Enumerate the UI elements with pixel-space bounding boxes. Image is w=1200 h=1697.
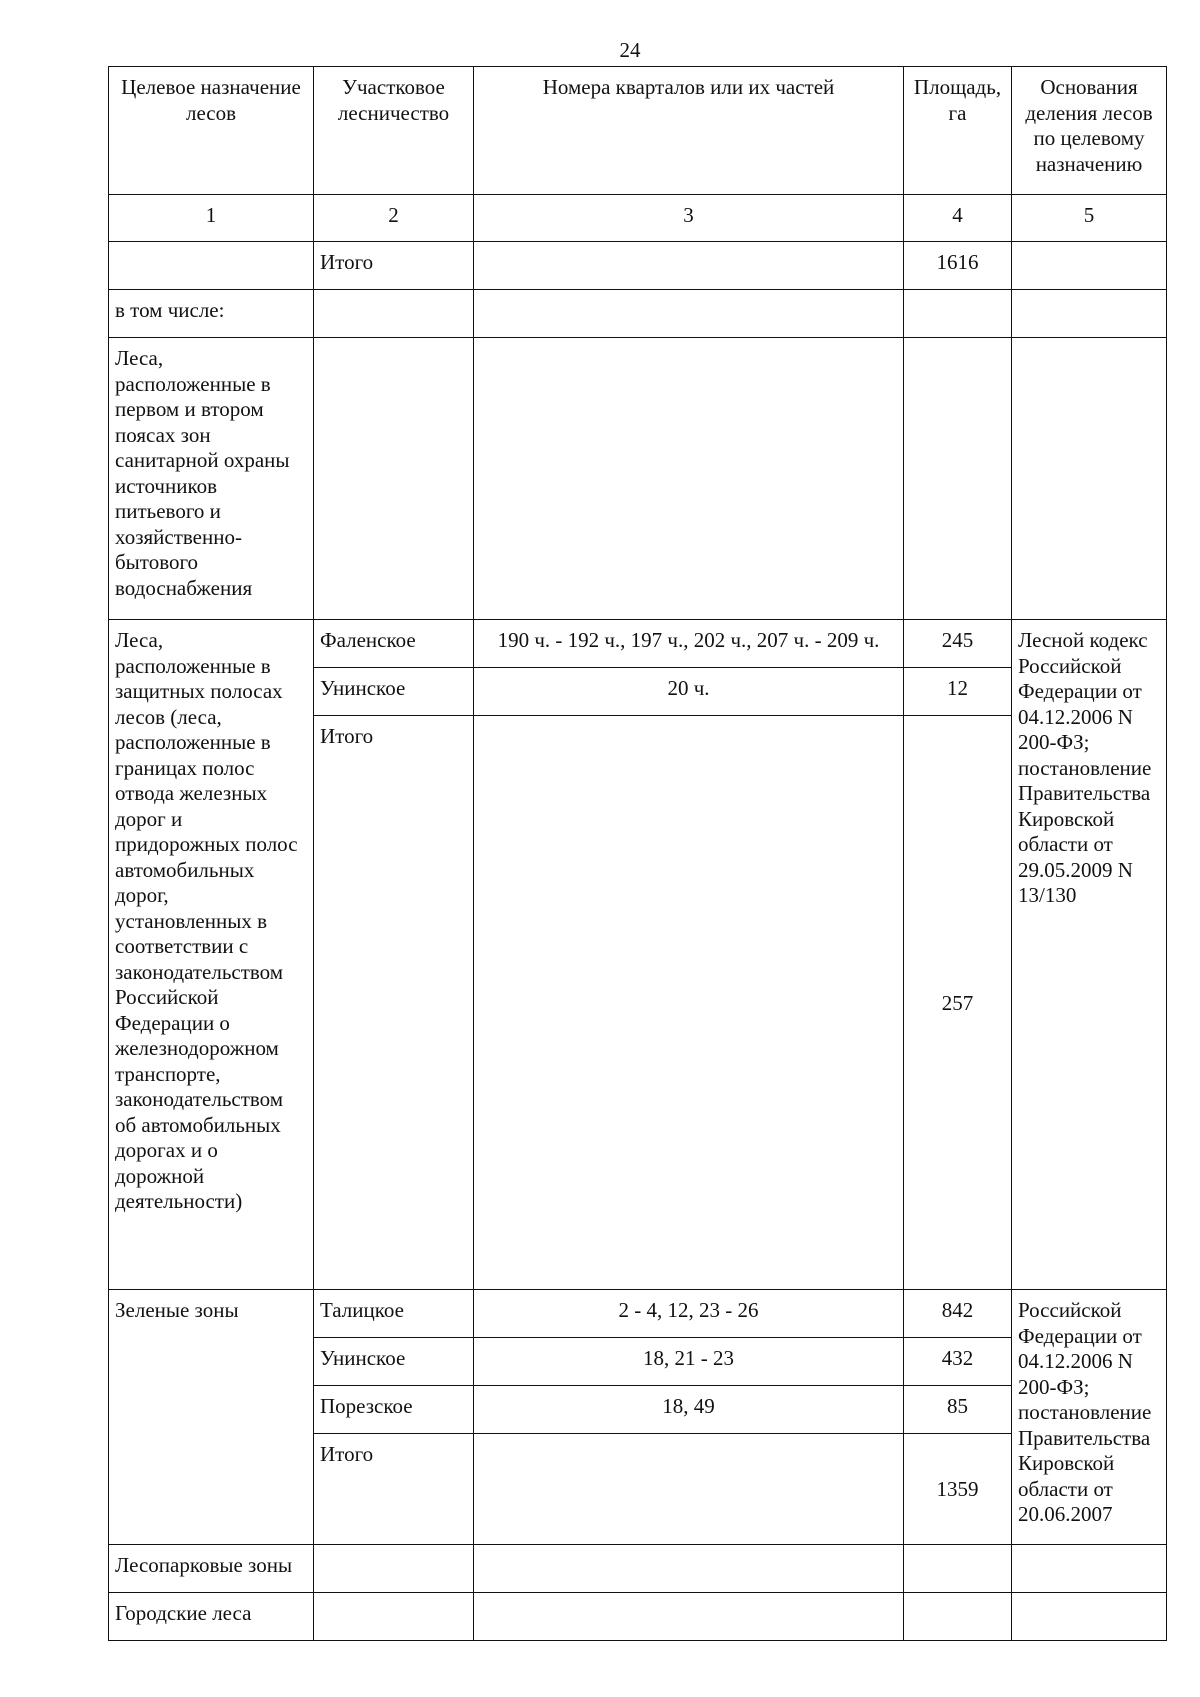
area-value: 842 xyxy=(904,1290,1012,1338)
forestry-name: Талицкое xyxy=(314,1290,474,1338)
empty-cell xyxy=(904,1545,1012,1593)
urban-forest-purpose: Городские леса xyxy=(109,1593,314,1641)
area-value: 85 xyxy=(904,1386,1012,1434)
green-basis: Российской Федерации от 04.12.2006 N 200-ФЗ; постановление Правительства Кировской области от 20.06.2007 xyxy=(1012,1290,1167,1545)
forestry-name: Унинское xyxy=(314,1338,474,1386)
empty-cell xyxy=(474,716,904,1290)
page-number: 24 xyxy=(619,38,641,62)
protective-total-area: 257 xyxy=(904,716,1012,1290)
forest-park-row xyxy=(109,1545,1167,1593)
empty-cell xyxy=(314,1545,474,1593)
empty-cell xyxy=(904,1593,1012,1641)
protective-row xyxy=(109,620,1167,668)
sanitary-zone-row xyxy=(109,338,1167,620)
forest-park-purpose: Лесопарковые зоны xyxy=(109,1545,314,1593)
header-basis: Основания деления лесов по целевому назначению xyxy=(1012,67,1167,195)
empty-cell xyxy=(1012,290,1167,338)
empty-cell xyxy=(904,338,1012,620)
header-forestry: Участковое лесничество xyxy=(314,67,474,195)
column-number: 2 xyxy=(314,195,474,242)
quarter-numbers: 2 - 4, 12, 23 - 26 xyxy=(474,1290,904,1338)
green-purpose: Зеленые зоны xyxy=(109,1290,314,1545)
green-total-area: 1359 xyxy=(904,1434,1012,1545)
including-row xyxy=(109,290,1167,338)
quarter-numbers: 18, 49 xyxy=(474,1386,904,1434)
protective-total-label: Итого xyxy=(314,716,474,1290)
urban-forest-row xyxy=(109,1593,1167,1641)
quarter-numbers: 190 ч. - 192 ч., 197 ч., 202 ч., 207 ч. - 209 ч. xyxy=(474,620,904,668)
header-area: Площадь, га xyxy=(904,67,1012,195)
header-quarters: Номера кварталов или их частей xyxy=(474,67,904,195)
total-area: 1616 xyxy=(904,242,1012,290)
including-label: в том числе: xyxy=(109,290,314,338)
forest-purpose-table xyxy=(108,66,1167,1641)
empty-cell xyxy=(1012,242,1167,290)
green-total-label: Итого xyxy=(314,1434,474,1545)
column-number: 3 xyxy=(474,195,904,242)
column-number: 5 xyxy=(1012,195,1167,242)
green-zone-row xyxy=(109,1290,1167,1338)
empty-cell xyxy=(1012,1593,1167,1641)
empty-cell xyxy=(474,290,904,338)
empty-cell xyxy=(109,242,314,290)
empty-cell xyxy=(314,338,474,620)
forestry-name: Порезское xyxy=(314,1386,474,1434)
empty-cell xyxy=(1012,1545,1167,1593)
empty-cell xyxy=(474,1434,904,1545)
area-value: 432 xyxy=(904,1338,1012,1386)
total-row xyxy=(109,242,1167,290)
area-value: 245 xyxy=(904,620,1012,668)
empty-cell xyxy=(474,1545,904,1593)
empty-cell xyxy=(314,1593,474,1641)
empty-cell xyxy=(904,290,1012,338)
protective-purpose: Леса, расположенные в защитных полосах лесов (леса, расположенные в границах полос отвода железных дорог и придорожных полос автомобильных дорог, установленных в соответствии с законодательством Российской Федерации о железнодорожном транспорте, законодательством об автомобильных дорогах и о дорожной деятельности) xyxy=(109,620,314,1290)
quarter-numbers: 18, 21 - 23 xyxy=(474,1338,904,1386)
header-purpose: Целевое назначение лесов xyxy=(109,67,314,195)
header-row xyxy=(109,67,1167,195)
sanitary-purpose: Леса, расположенные в первом и втором поясах зон санитарной охраны источников питьевого и хозяйственно-бытового водоснабжения xyxy=(109,338,314,620)
empty-cell xyxy=(314,290,474,338)
area-value: 12 xyxy=(904,668,1012,716)
empty-cell xyxy=(474,242,904,290)
empty-cell xyxy=(1012,338,1167,620)
empty-cell xyxy=(474,1593,904,1641)
forestry-name: Унинское xyxy=(314,668,474,716)
column-number: 1 xyxy=(109,195,314,242)
empty-cell xyxy=(474,338,904,620)
protective-basis: Лесной кодекс Российской Федерации от 04.12.2006 N 200-ФЗ; постановление Правительства Кировской области от 29.05.2009 N 13/130 xyxy=(1012,620,1167,1290)
quarter-numbers: 20 ч. xyxy=(474,668,904,716)
column-number-row xyxy=(109,195,1167,242)
total-label: Итого xyxy=(314,242,474,290)
forestry-name: Фаленское xyxy=(314,620,474,668)
column-number: 4 xyxy=(904,195,1012,242)
